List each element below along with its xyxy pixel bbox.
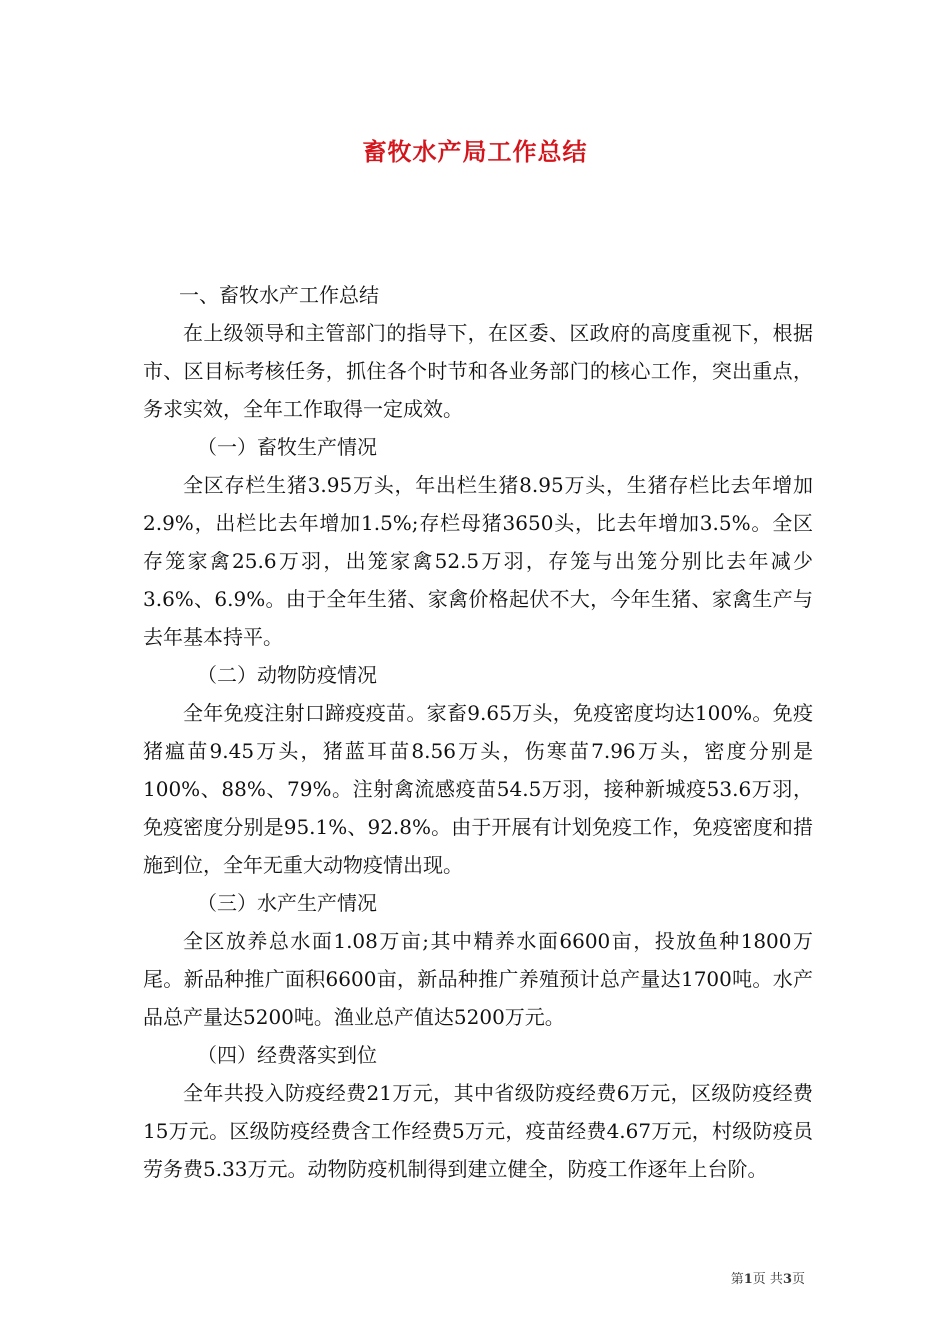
body-paragraph: 全年免疫注射口蹄疫疫苗。家畜9.65万头，免疫密度均达100%。免疫猪瘟苗9.45万头，猪蓝耳苗8.56万头，伤寒苗7.96万头，密度分别是100%、88%、79%。注射禽流感疫苗54.5万羽，接种新城疫53.6万羽，免疫密度分别是95.1%、92.8%。由于开展有计划免疫工作，免疫密度和措施到位，全年无重大动物疫情出现。: [143, 701, 813, 877]
section-heading: 一、畜牧水产工作总结: [179, 283, 379, 307]
document-body: [143, 276, 813, 1188]
body-paragraph: 在上级领导和主管部门的指导下，在区委、区政府的高度重视下，根据市、区目标考核任务，抓住各个时节和各业务部门的核心工作，突出重点，务求实效，全年工作取得一定成效。: [143, 321, 813, 421]
footer-suffix: 页: [791, 1272, 805, 1287]
total-page-count: 3: [782, 1272, 792, 1287]
body-paragraph: 全区放养总水面1.08万亩;其中精养水面6600亩，投放鱼种1800万尾。新品种推广面积6600亩，新品种推广养殖预计总产量达1700吨。水产品总产量达5200吨。渔业总产值达5200万元。: [143, 929, 813, 1029]
subsection-heading: （一）畜牧生产情况: [197, 435, 377, 459]
document-title: 畜牧水产局工作总结: [362, 137, 588, 166]
current-page-number: 1: [743, 1272, 753, 1287]
subsection-heading: （四）经费落实到位: [197, 1043, 377, 1067]
subsection-heading: （三）水产生产情况: [197, 891, 377, 915]
body-paragraph: 全年共投入防疫经费21万元，其中省级防疫经费6万元，区级防疫经费15万元。区级防疫经费含工作经费5万元，疫苗经费4.67万元，村级防疫员劳务费5.33万元。动物防疫机制得到建立健全，防疫工作逐年上台阶。: [143, 1081, 813, 1181]
body-paragraph: 全区存栏生猪3.95万头，年出栏生猪8.95万头，生猪存栏比去年增加2.9%，出栏比去年增加1.5%;存栏母猪3650头，比去年增加3.5%。全区存笼家禽25.6万羽，出笼家禽52.5万羽，存笼与出笼分别比去年减少3.6%、6.9%。由于全年生猪、家禽价格起伏不大，今年生猪、家禽生产与去年基本持平。: [143, 473, 813, 649]
footer-mid: 页 共: [752, 1272, 783, 1287]
footer-prefix: 第: [730, 1272, 744, 1287]
subsection-heading: （二）动物防疫情况: [197, 663, 377, 687]
page-footer: [731, 1268, 805, 1287]
